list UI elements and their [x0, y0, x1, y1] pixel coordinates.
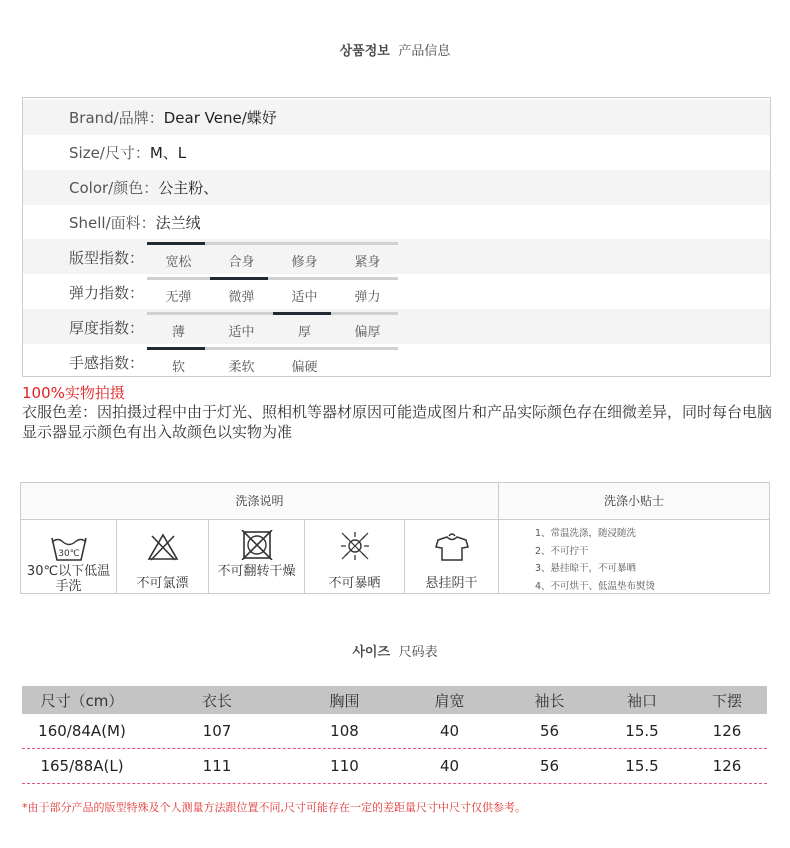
- hang-dry-cell: [405, 520, 499, 593]
- scale-selected-marker: [273, 312, 331, 315]
- stretch-scale-label: 弹力指数：: [69, 284, 145, 302]
- fit-scale-label: 版型指数：: [69, 249, 145, 267]
- table-row: [22, 749, 767, 784]
- hang-dry-icon: [434, 532, 470, 562]
- shoulder-cell: 40: [439, 722, 460, 740]
- scale-track: [147, 242, 398, 245]
- scale-option: 偏厚: [354, 325, 381, 340]
- brand-label: Brand/品牌：: [69, 109, 164, 127]
- washing-tip: 3、悬挂晾干，不可暴晒: [535, 563, 637, 574]
- color-row: [23, 170, 770, 205]
- wash-30-icon: [50, 534, 88, 564]
- size-chart-title-zh: 尺码表: [398, 645, 438, 660]
- wash-temperature-text: 30℃: [57, 549, 80, 559]
- hem-cell: 126: [712, 757, 742, 775]
- table-row: [22, 714, 767, 749]
- no-bleach-icon: [147, 532, 179, 562]
- no-bleach-caption: 不可氯漂: [136, 576, 189, 591]
- scale-option: 适中: [291, 290, 318, 305]
- size-cell: 165/88A(L): [40, 757, 124, 775]
- scale-option: 薄: [171, 325, 185, 340]
- fit-scale-row: [23, 239, 770, 274]
- product-info-title-ko: 상품정보: [339, 44, 390, 59]
- scale-option: 弹力: [354, 290, 381, 305]
- shoulder-cell: 40: [439, 757, 460, 775]
- no-bleach-cell: [117, 520, 209, 593]
- scale-option: 修身: [291, 255, 318, 270]
- scale-option: 软: [171, 360, 185, 375]
- washing-tip: 4、不可烘干、低温垫布熨烫: [535, 580, 656, 592]
- brand-row: [23, 100, 770, 135]
- scale-track: [147, 312, 398, 315]
- washing-table: [20, 482, 770, 594]
- chest-cell: 108: [330, 722, 359, 740]
- product-info-box: [22, 97, 771, 377]
- wash-30-caption: 30℃以下低温手洗: [26, 564, 111, 594]
- shell-row: [23, 205, 770, 240]
- scale-option: 合身: [228, 255, 255, 270]
- scale-track: [147, 347, 398, 350]
- stretch-scale-row: [23, 274, 770, 309]
- scale-option: 柔软: [228, 360, 255, 375]
- scale-option: 微弹: [228, 290, 255, 305]
- washing-tips-list: [535, 525, 655, 595]
- size-footnote: *由于部分产品的版型特殊及个人测量方法跟位置不同,尺寸可能存在一定的差距量尺寸中尺寸仅供参考。: [22, 801, 526, 814]
- no-sun-cell: [305, 520, 405, 593]
- no-tumble-dry-icon: [241, 530, 273, 560]
- scale-track: [147, 277, 398, 280]
- washing-instructions-header: 洗涤说明: [21, 483, 499, 520]
- no-sun-icon: [338, 530, 372, 562]
- real-photo-title: 100%实物拍摄: [22, 384, 125, 402]
- size-row: [23, 135, 770, 170]
- washing-tip: 1、常温洗涤，随浸随洗: [535, 528, 637, 539]
- cuff-cell: 15.5: [625, 757, 659, 775]
- header-length: 衣长: [201, 691, 232, 710]
- header-hem: 下摆: [711, 691, 742, 710]
- hang-dry-caption: 悬挂阴干: [425, 576, 478, 591]
- shell-label: Shell/面料：: [69, 214, 156, 232]
- wash-30-cell: [21, 520, 117, 593]
- header-size: 尺寸（cm）: [40, 691, 124, 710]
- scale-option: 适中: [228, 325, 255, 340]
- product-info-title-zh: 产品信息: [398, 44, 451, 59]
- washing-tip: 2、不可拧干: [535, 545, 589, 557]
- color-difference-text: 衣服色差：因拍摄过程中由于灯光、照相机等器材原因可能造成图片和产品实际颜色存在细微差异，同时每台电脑显示器显示颜色有出入故颜色以实物为准: [22, 403, 773, 441]
- shell-value: 法兰绒: [155, 214, 201, 232]
- brand-value: Dear Vene/蝶妤: [163, 109, 277, 127]
- header-cuff: 袖口: [626, 691, 657, 710]
- scale-option: 宽松: [165, 255, 192, 270]
- feel-scale-label: 手感指数：: [69, 354, 145, 372]
- no-tumble-dry-cell: [209, 520, 305, 593]
- length-cell: 107: [202, 722, 232, 740]
- color-value: 公主粉、: [158, 179, 219, 197]
- chest-cell: 110: [330, 757, 359, 775]
- length-cell: 111: [202, 757, 232, 775]
- header-chest: 胸围: [329, 691, 360, 710]
- no-sun-caption: 不可暴晒: [328, 576, 381, 591]
- no-tumble-dry-caption: 不可翻转干燥: [217, 564, 296, 579]
- sleeve-cell: 56: [539, 722, 560, 740]
- size-chart-title: [0, 641, 790, 660]
- size-label: Size/尺寸：: [69, 144, 150, 162]
- hem-cell: 126: [712, 722, 742, 740]
- scale-option: 偏硬: [291, 360, 318, 375]
- cuff-cell: 15.5: [625, 722, 659, 740]
- size-cell: 160/84A(M): [38, 722, 126, 740]
- header-shoulder: 肩宽: [434, 691, 465, 710]
- scale-option: 无弹: [165, 290, 192, 305]
- size-table-header: [22, 686, 767, 714]
- scale-selected-marker: [147, 242, 205, 245]
- product-info-title: [0, 40, 790, 59]
- color-label: Color/颜色：: [69, 179, 159, 197]
- header-sleeve: 袖长: [534, 691, 565, 710]
- size-value: M、L: [149, 144, 187, 162]
- photo-note: [22, 385, 782, 442]
- scale-selected-marker: [210, 277, 268, 280]
- thickness-scale-label: 厚度指数：: [69, 319, 145, 337]
- size-chart-table: [22, 686, 767, 784]
- washing-tips-header: 洗涤小贴士: [499, 483, 769, 520]
- scale-option: 厚: [297, 325, 311, 340]
- feel-scale-row: [23, 344, 770, 379]
- sleeve-cell: 56: [539, 757, 560, 775]
- scale-selected-marker: [147, 347, 205, 350]
- thickness-scale-row: [23, 309, 770, 344]
- scale-option: 紧身: [354, 255, 381, 270]
- size-chart-title-ko: 사이즈: [352, 645, 391, 660]
